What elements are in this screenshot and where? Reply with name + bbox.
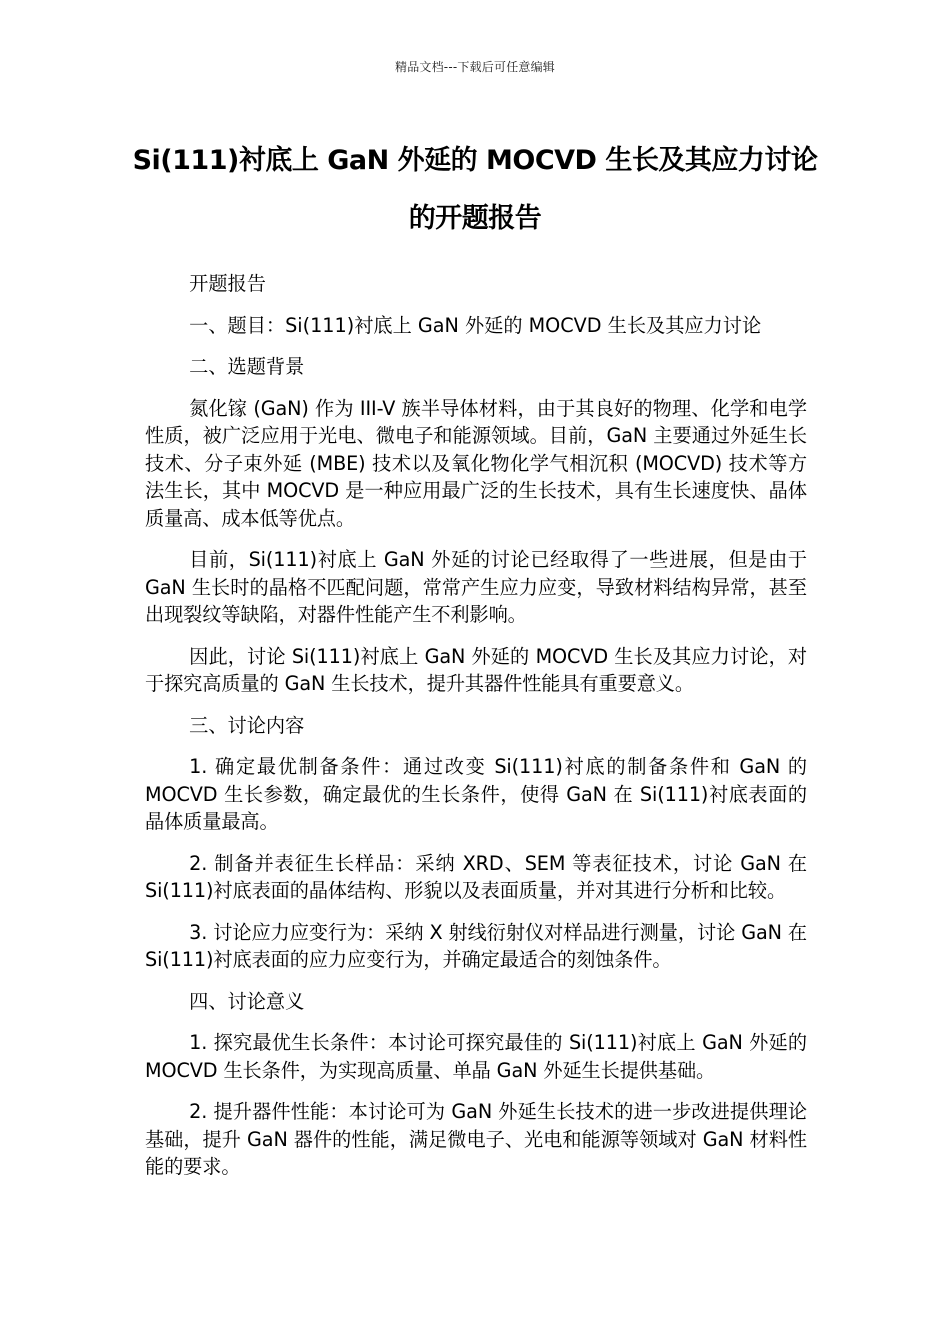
- significance-item-1: 1. 探究最优生长条件：本讨论可探究最佳的 Si(111)衬底上 GaN 外延的 MOCVD 生长条件，为实现高质量、单晶 GaN 外延生长提供基础。: [145, 1031, 807, 1082]
- document-body: [145, 270, 807, 1195]
- content-item-3: 3. 讨论应力应变行为：采纳 X 射线衍射仪对样品进行测量，讨论 GaN 在 Si(111)衬底表面的应力应变行为，并确定最适合的刻蚀条件。: [145, 920, 807, 971]
- background-paragraph-1: 氮化镓 (GaN) 作为 III-V 族半导体材料，由于其良好的物理、化学和电学性质，被广泛应用于光电、微电子和能源领域。目前，GaN 主要通过外延生长技术、分子束外延 (MBE) 技术以及氧化物化学气相沉积 (MOCVD) 技术等方法生长，其中 MOCVD 是一种应用最广泛的生长技术，具有生长速度快、晶体质量高、成本低等优点。: [145, 396, 807, 530]
- significance-heading: 四、讨论意义: [189, 989, 305, 1013]
- report-label: 开题报告: [189, 272, 266, 295]
- significance-item-2: 2. 提升器件性能：本讨论可为 GaN 外延生长技术的进一步改进提供理论基础，提升 GaN 器件的性能，满足微电子、光电和能源等领域对 GaN 材料性能的要求。: [145, 1100, 807, 1178]
- topic-line: 一、题目：Si(111)衬底上 GaN 外延的 MOCVD 生长及其应力讨论: [189, 313, 762, 337]
- header-note: 精品文档---下载后可任意编辑: [395, 60, 555, 74]
- background-heading: 二、选题背景: [189, 355, 305, 378]
- content-item-1: 1. 确定最优制备条件：通过改变 Si(111)衬底的制备条件和 GaN 的 MOCVD 生长参数，确定最优的生长条件，使得 GaN 在 Si(111)衬底表面的晶体质量最高。: [145, 755, 807, 833]
- background-paragraph-2: 目前，Si(111)衬底上 GaN 外延的讨论已经取得了一些进展，但是由于 GaN 生长时的晶格不匹配问题，常常产生应力应变，导致材料结构异常，甚至出现裂纹等缺陷，对器件性能产生不利影响。: [145, 548, 807, 626]
- content-item-2: 2. 制备并表征生长样品：采纳 XRD、SEM 等表征技术，讨论 GaN 在 Si(111)衬底表面的晶体结构、形貌以及表面质量，并对其进行分析和比较。: [145, 851, 807, 902]
- background-paragraph-3: 因此，讨论 Si(111)衬底上 GaN 外延的 MOCVD 生长及其应力讨论，对于探究高质量的 GaN 生长技术，提升其器件性能具有重要意义。: [145, 644, 807, 695]
- document-title: Si(111)衬底上 GaN 外延的 MOCVD 生长及其应力讨论的开题报告: [132, 145, 818, 234]
- content-heading: 三、讨论内容: [189, 713, 305, 737]
